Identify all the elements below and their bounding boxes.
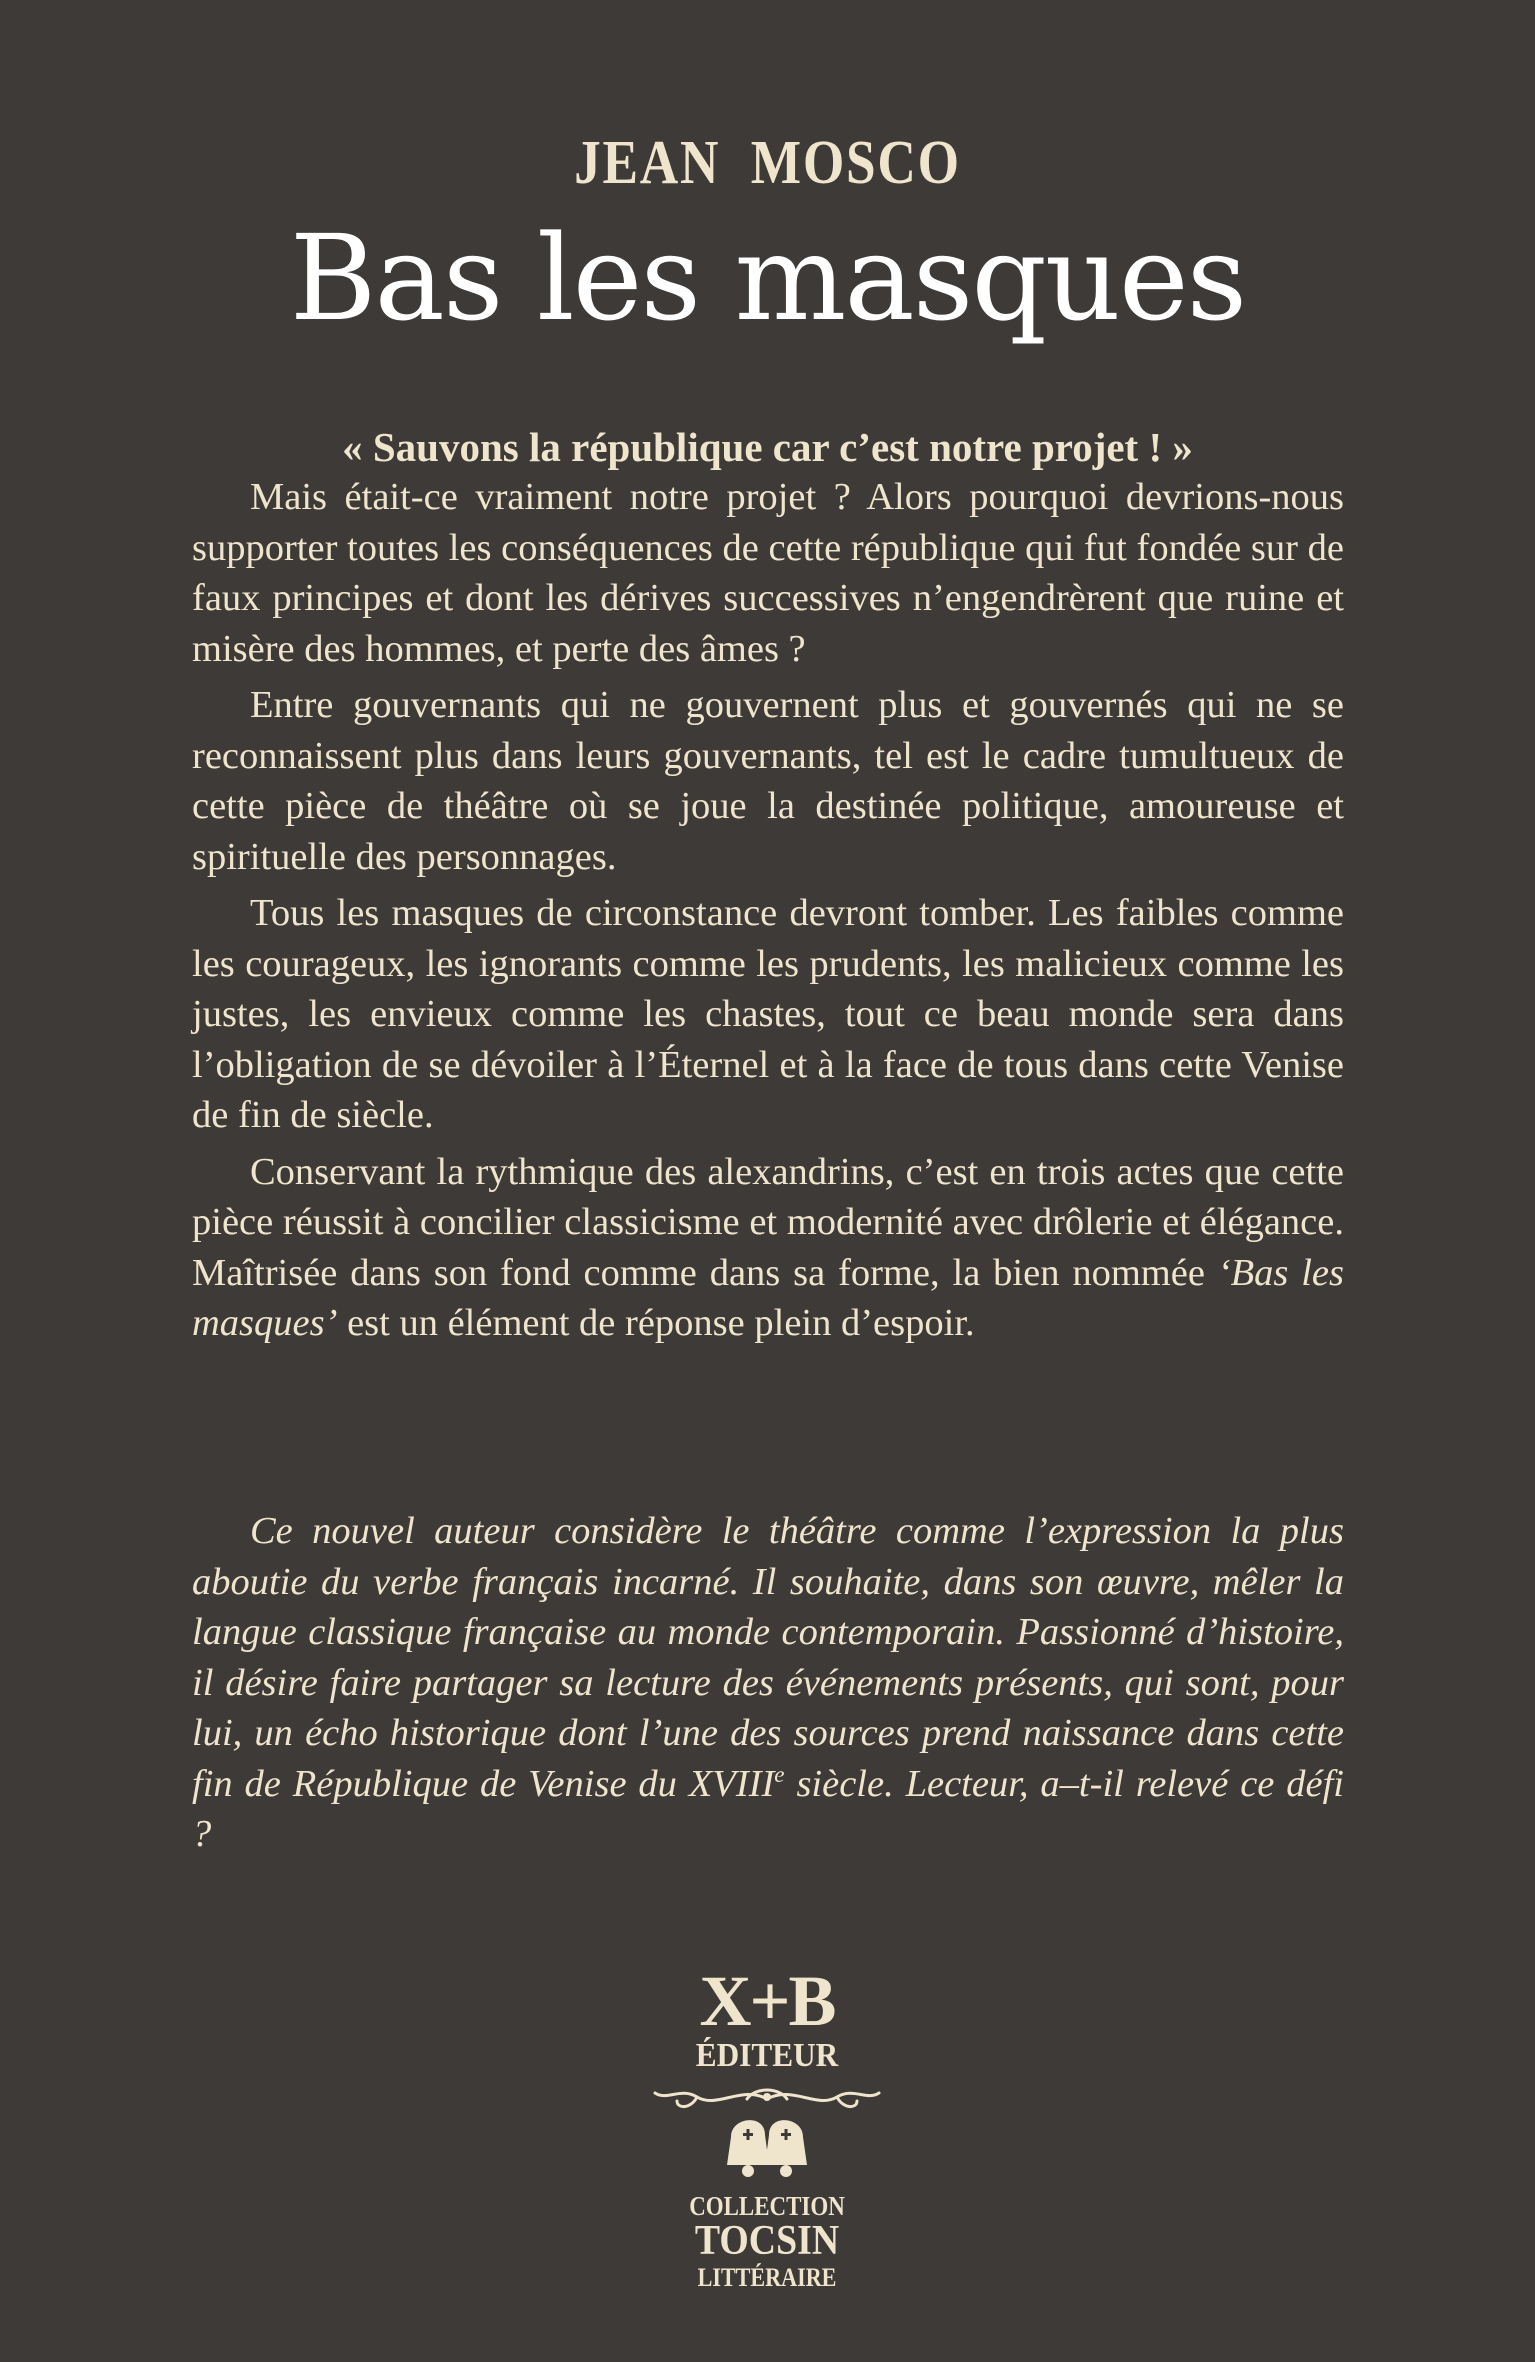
logo-mark: X+B bbox=[699, 1961, 835, 2041]
publisher-logo bbox=[617, 1961, 917, 2295]
bells-flourish-icon bbox=[647, 2079, 887, 2199]
logo-publisher: ÉDITEUR bbox=[695, 2037, 839, 2074]
synopsis-paragraph-1: Mais était-ce vraiment notre projet ? Alors pourquoi devrions-nous supporter toutes les conséquences de cette république qui fut fondée sur de faux principes et dont les dérives successives n’engendrèrent que ruine et misère des hommes, et perte des âmes ? bbox=[192, 476, 1344, 670]
synopsis-paragraph-3: Tous les masques de circonstance devront tomber. Les faibles comme les courageux, les ignorants comme les prudents, les malicieux comme les justes, les envieux comme les chastes, tout ce beau monde sera dans l’obligation de se dévoiler à l’Éternel et à la face de tous dans cette Venise de fin de siècle. bbox=[192, 892, 1344, 1136]
synopsis-paragraph-4 bbox=[192, 1147, 1344, 1349]
bio-superscript: e bbox=[774, 1760, 785, 1787]
author-bio bbox=[192, 1506, 1344, 1860]
book-title: Bas les masques bbox=[289, 209, 1246, 347]
synopsis-paragraph-2: Entre gouvernants qui ne gouvernent plus et gouvernés qui ne se reconnaissent plus dans leurs gouvernants, tel est le cadre tumultueux de cette pièce de théâtre où se joue la destinée politique, amoureuse et spirituelle des personnages. bbox=[192, 684, 1344, 878]
slogan: « Sauvons la république car c’est notre projet ! » bbox=[342, 424, 1193, 470]
paragraph-4-end: est un élément de réponse plein d’espoir. bbox=[337, 1302, 975, 1344]
synopsis bbox=[192, 472, 1344, 1355]
paragraph-4-title: ‘Bas les masques’ bbox=[192, 1251, 1344, 1344]
bio-end: siècle. Lecteur, a–t-il relevé ce défi ? bbox=[192, 1762, 1344, 1855]
logo-collection: COLLECTION bbox=[689, 2191, 845, 2221]
paragraph-4-start: Conservant la rythmique des alexandrins, c’est en trois actes que cette pièce réussit à concilier classicisme et modernité avec drôlerie et élégance. Maîtrisée dans son fond comme dans sa forme, la bien nommée bbox=[192, 1150, 1344, 1294]
logo-series: TOCSIN bbox=[694, 2218, 840, 2264]
logo-subtitle: LITTÉRAIRE bbox=[697, 2263, 837, 2292]
bio-start: Ce nouvel auteur considère le théâtre comme l’expression la plus aboutie du verbe français incarné. Il souhaite, dans son œuvre, mêler la langue classique française au monde contemporain. Passionné d’histoire, il désire faire partager sa lecture des événements présents, qui sont, pour lui, un écho historique dont l’une des sources prend naissance dans cette fin de République de Venise du XVIII bbox=[192, 1510, 1344, 1805]
author-name: JEAN MOSCO bbox=[574, 129, 961, 197]
